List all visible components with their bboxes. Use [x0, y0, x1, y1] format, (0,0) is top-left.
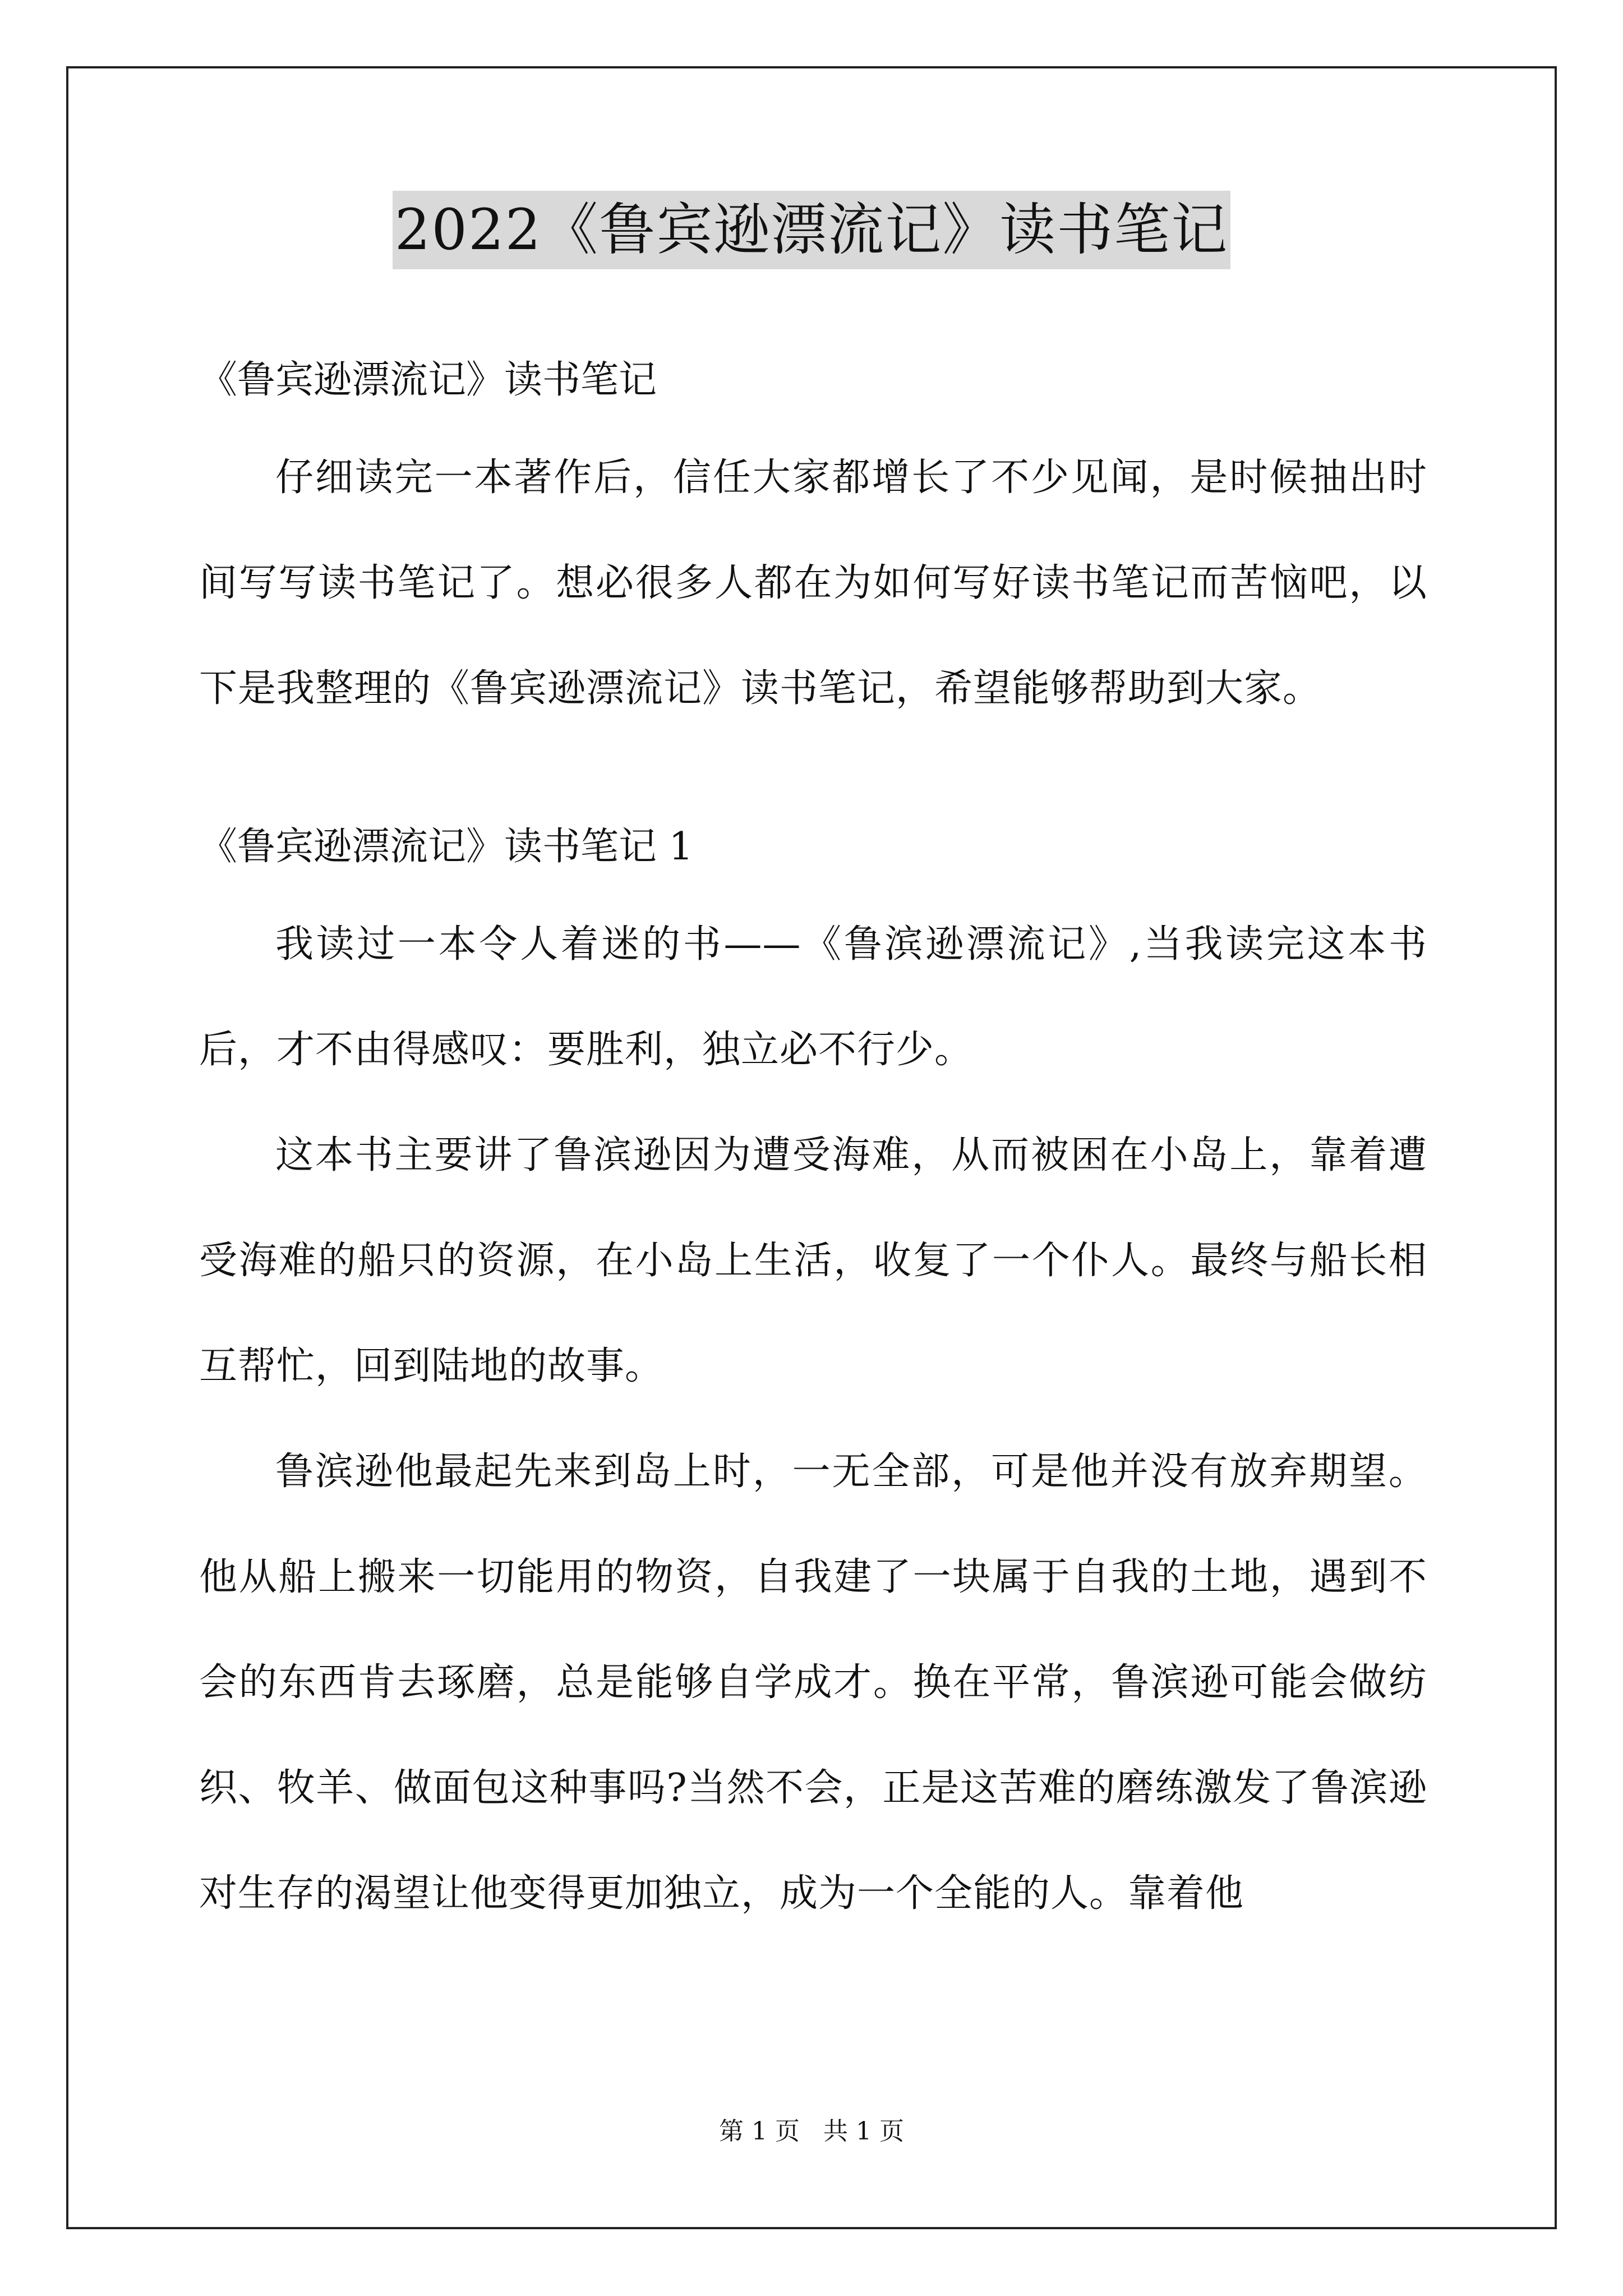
intro-paragraph: 仔细读完一本著作后，信任大家都增长了不少见闻，是时候抽出时间写写读书笔记了。想必很多人都在为如何写好读书笔记而苦恼吧，以下是我整理的《鲁宾逊漂流记》读书笔记，希望能够帮助到大家。 [199, 455, 1427, 711]
section1-paragraph-2: 这本书主要讲了鲁滨逊因为遭受海难，从而被困在小岛上，靠着遭受海难的船只的资源，在小岛上生活，收复了一个仆人。最终与船长相互帮忙，回到陆地的故事。 [199, 1133, 1427, 1388]
page-total: 共 1 页 [823, 2117, 904, 2146]
spacer [199, 742, 1427, 808]
document-title: 2022《鲁宾逊漂流记》读书笔记 [393, 191, 1231, 269]
section1-heading: 《鲁宾逊漂流记》读书笔记 1 [199, 825, 693, 869]
section1-paragraph-3: 鲁滨逊他最起先来到岛上时，一无全部，可是他并没有放弃期望。他从船上搬来一切能用的物资，自我建了一块属于自我的土地，遇到不会的东西肯去琢磨，总是能够自学成才。换在平常，鲁滨逊可能会做纺织、牧羊、做面包这种事吗?当然不会，正是这苦难的磨练激发了鲁滨逊对生存的渴望让他变得更加独立，成为一个全能的人。靠着他 [199, 1450, 1427, 1916]
page-footer [0, 2115, 1623, 2148]
section1-paragraph-1: 我读过一本令人着迷的书——《鲁滨逊漂流记》,当我读完这本书后，才不由得感叹：要胜利，独立必不行少。 [199, 922, 1427, 1072]
document-body [199, 341, 1427, 1947]
spacer [199, 420, 1427, 425]
page-number: 第 1 页 [719, 2117, 800, 2146]
intro-heading: 《鲁宾逊漂流记》读书笔记 [199, 358, 657, 402]
title-container [0, 191, 1623, 269]
spacer [199, 886, 1427, 892]
